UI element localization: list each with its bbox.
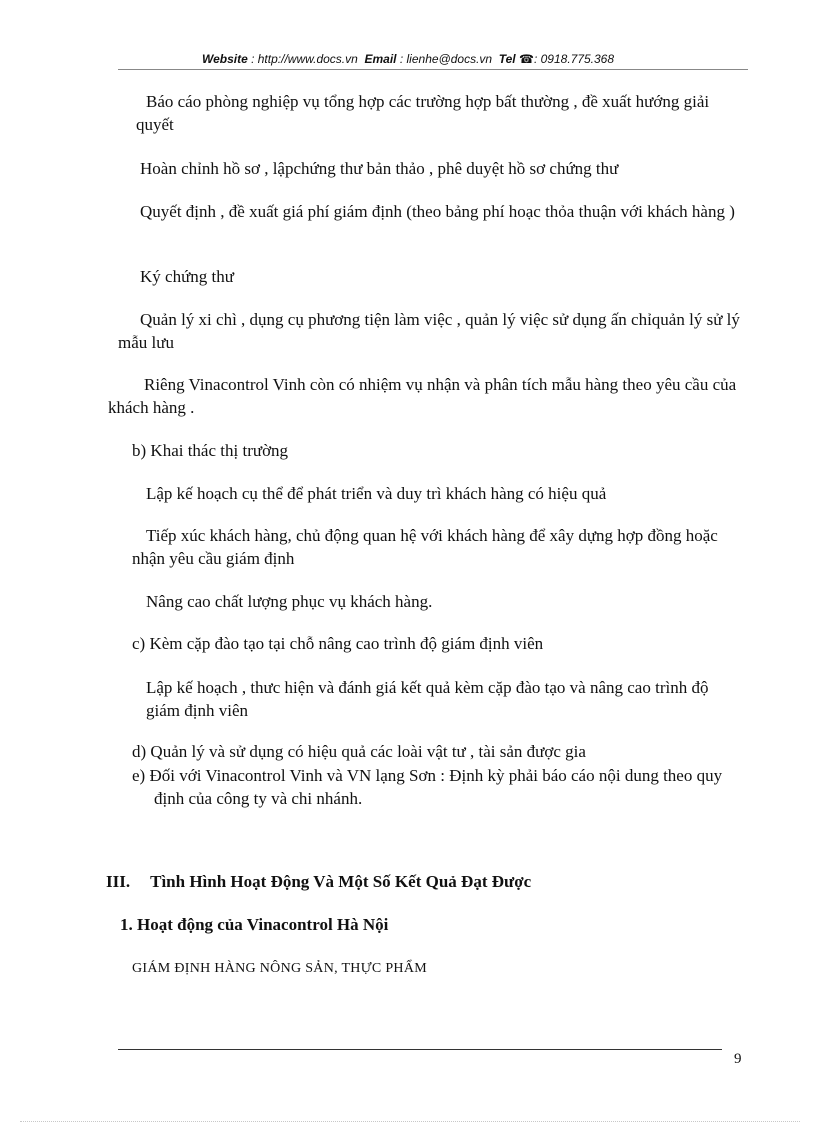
section-title: Tình Hình Hoạt Động Và Một Số Kết Quả Đạt Được	[150, 872, 532, 891]
item-b-market: b) Khai thác thị trường	[132, 441, 289, 460]
footer-divider	[118, 1049, 722, 1050]
paragraph-manage-seals: Quản lý xi chì , dụng cụ phương tiện làm việc , quản lý việc sử dụng ấn chỉquản lý sử lý mẫu lưu	[118, 310, 740, 352]
phone-icon: ☎	[519, 52, 534, 66]
website-label: Website	[201, 52, 248, 66]
paragraph-report: Báo cáo phòng nghiệp vụ tổng hợp các trường hợp bất thường , đề xuất hướng giải quyết	[136, 92, 710, 134]
tel-label: Tel	[498, 52, 516, 66]
email-value: : lienhe@docs.vn	[399, 52, 493, 66]
paragraph-training-plan: Lập kế hoạch , thưc hiện và đánh giá kết quả kèm cặp đào tạo và nâng cao trình độ giám định viên	[146, 678, 709, 720]
item-e-text: e) Đối với Vinacontrol Vinh và VN lạng Sơn : Định kỳ phải báo cáo nội dung theo quy định của công ty và chi nhánh.	[132, 766, 723, 808]
paragraph-decide-fee: Quyết định , đề xuất giá phí giám định (theo bảng phí hoạc thỏa thuận với khách hàng )	[140, 202, 735, 221]
paragraph-vinacontrol-vinh: Riêng Vinacontrol Vinh còn có nhiệm vụ nhận và phân tích mẫu hàng theo yêu cầu của khách hàng .	[108, 375, 737, 417]
page-header	[0, 52, 816, 66]
header-divider	[118, 69, 748, 70]
subsection-heading: 1. Hoạt động của Vinacontrol Hà Nội	[120, 915, 389, 934]
email-label: Email	[364, 52, 397, 66]
paragraph-service-quality: Nâng cao chất lượng phục vụ khách hàng.	[146, 592, 433, 611]
item-d-assets: d) Quản lý và sử dụng có hiệu quả các loài vật tư , tài sản được gia	[132, 742, 586, 761]
paragraph-sign-certificate: Ký chứng thư	[140, 267, 234, 286]
page-number: 9	[734, 1051, 742, 1067]
paragraph-complete-dossier: Hoàn chỉnh hồ sơ , lậpchứng thư bản thảo , phê duyệt hồ sơ chứng thư	[140, 159, 619, 178]
page-bottom-border	[20, 1121, 800, 1122]
paragraph-plan-customers: Lập kế hoạch cụ thể để phát triển và duy trì khách hàng có hiệu quả	[146, 484, 607, 503]
item-c-training: c) Kèm cặp đào tạo tại chỗ nâng cao trình độ giám định viên	[132, 634, 544, 653]
category-label: GIÁM ĐỊNH HÀNG NÔNG SẢN, THỰC PHẨM	[132, 961, 427, 976]
paragraph-contact-customers: Tiếp xúc khách hàng, chủ động quan hệ với khách hàng để xây dựng hợp đồng hoặc nhận yêu cầu giám định	[132, 526, 718, 568]
tel-value: : 0918.775.368	[533, 52, 615, 66]
section-number: III.	[106, 872, 131, 891]
section-heading	[106, 872, 531, 892]
website-value: : http://www.docs.vn	[251, 52, 358, 66]
item-e-reporting	[132, 764, 746, 810]
